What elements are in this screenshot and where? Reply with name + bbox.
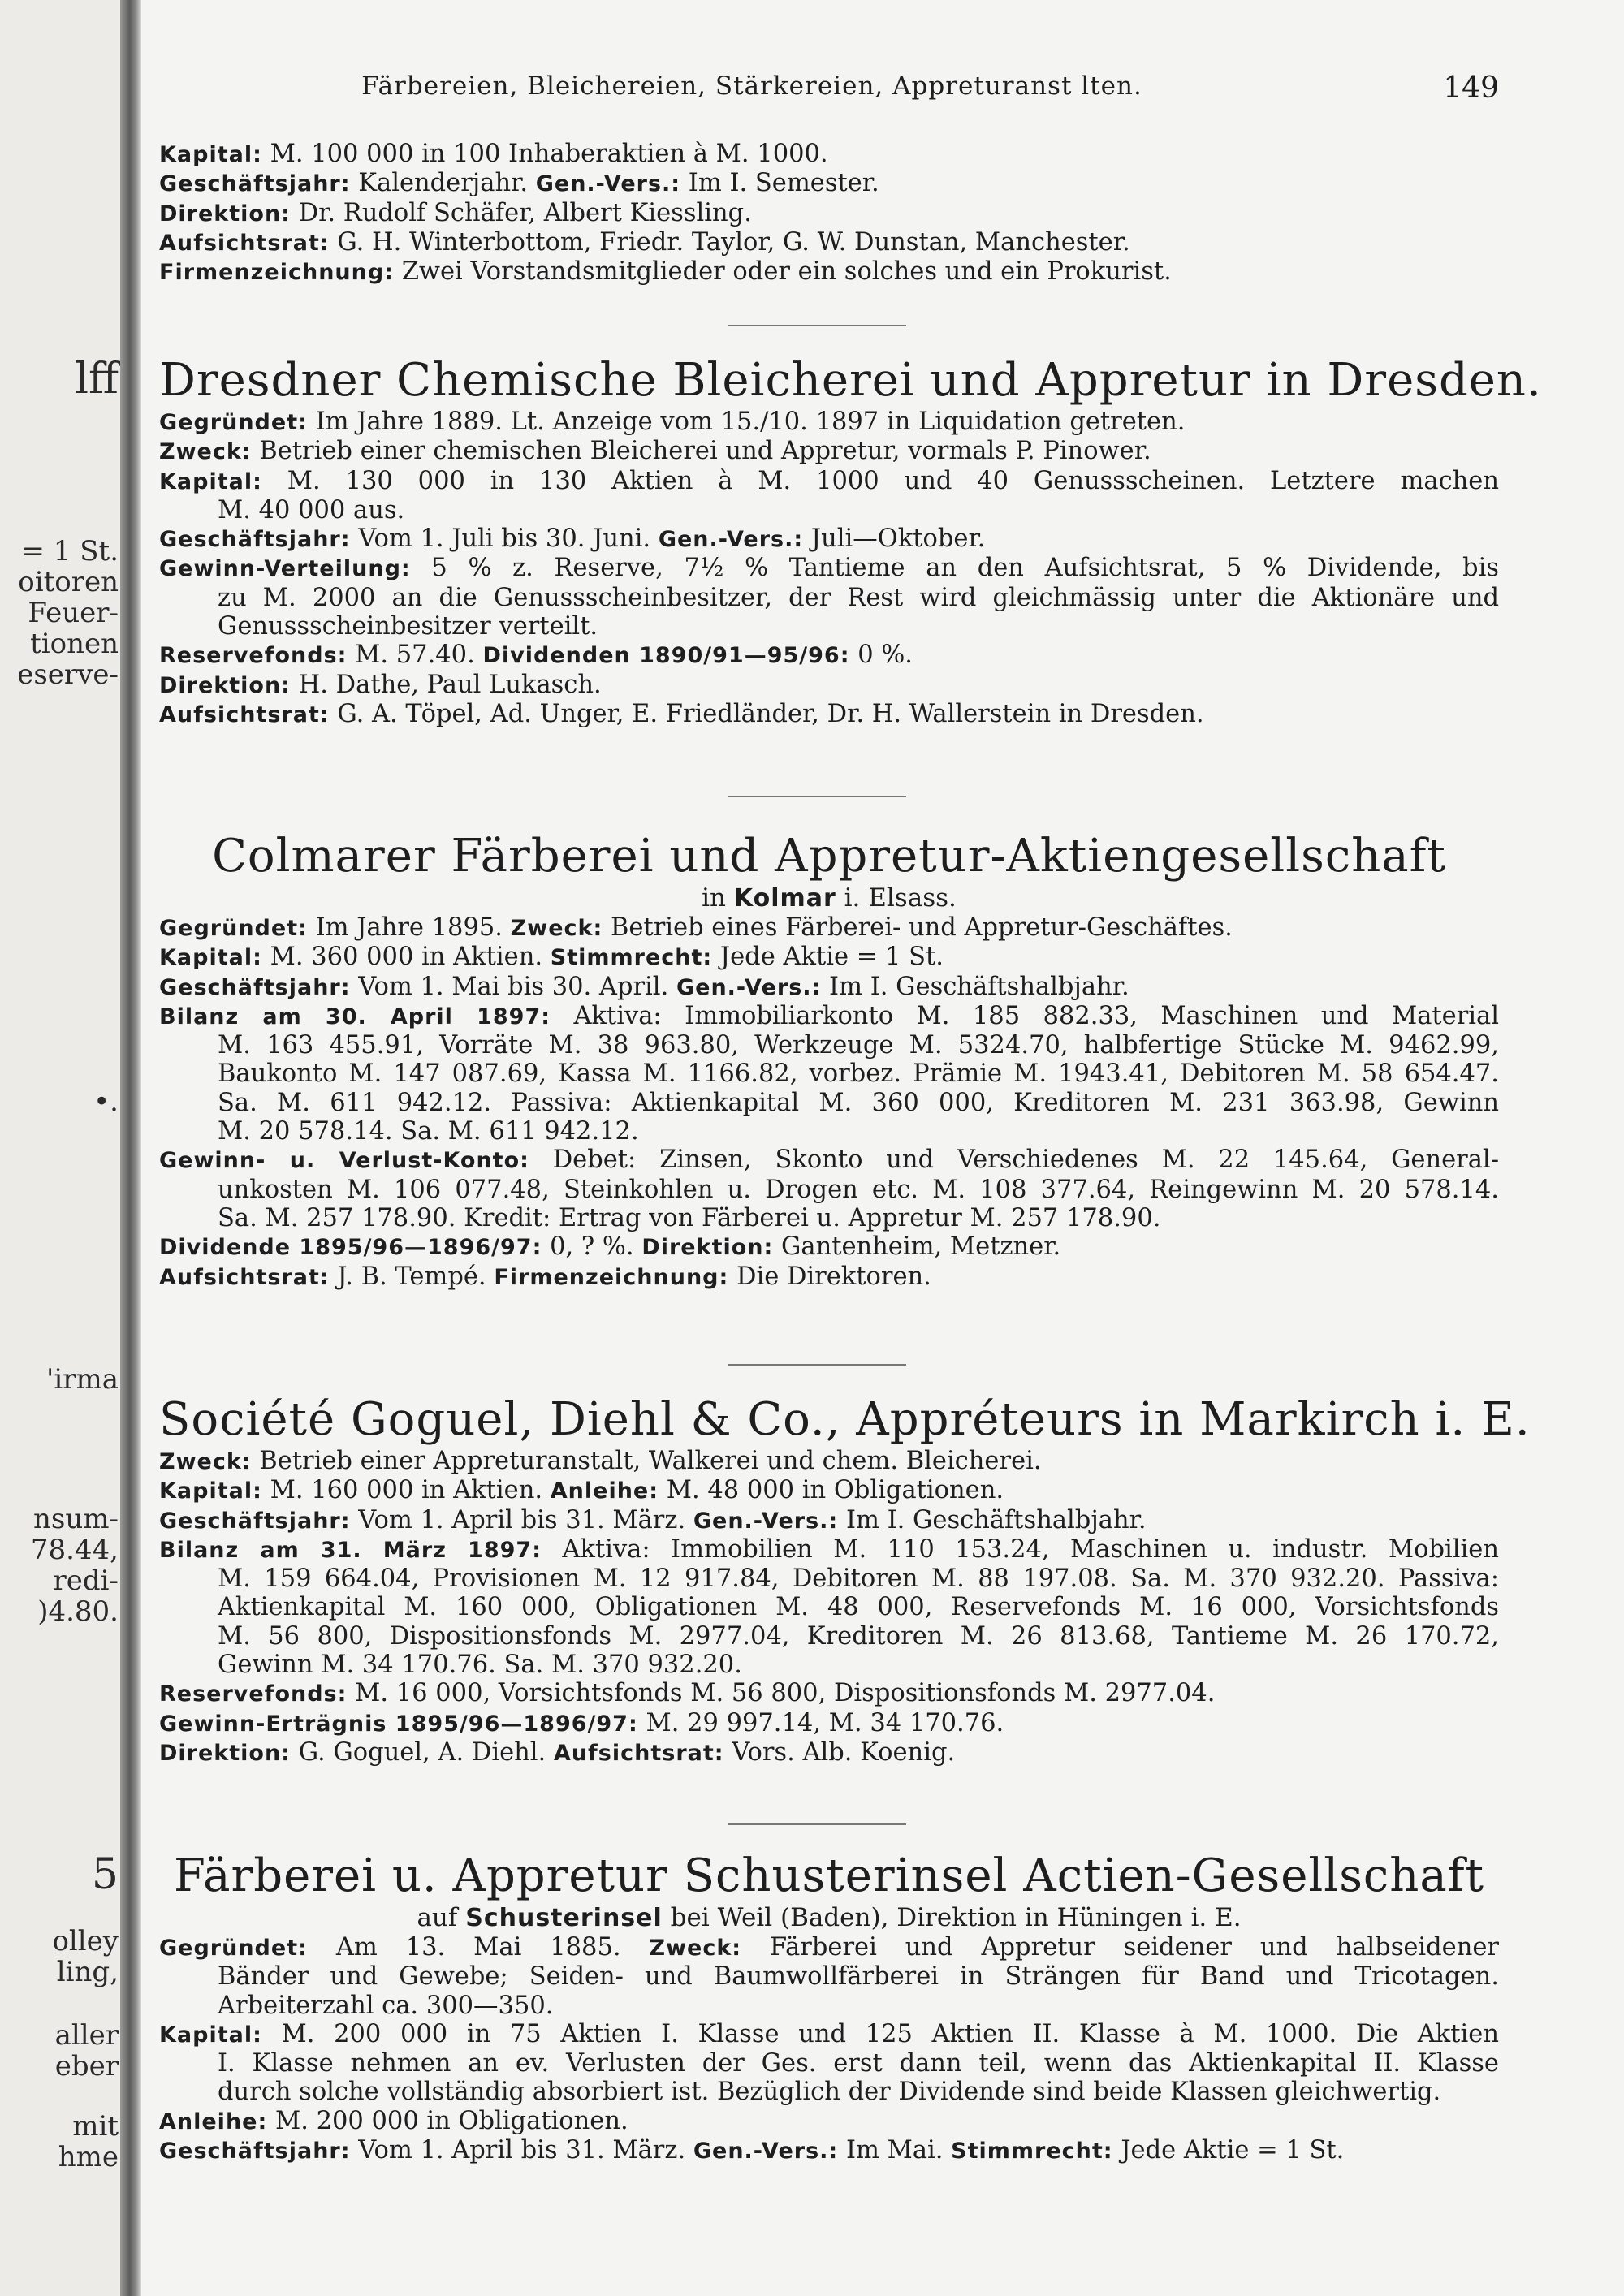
field-label: Reservefonds: bbox=[159, 643, 348, 669]
text-line bbox=[159, 1535, 1499, 1564]
prev-page-fragment: hme bbox=[58, 2141, 119, 2173]
text-line bbox=[159, 1146, 1499, 1175]
field-label: Geschäftsjahr: bbox=[159, 527, 351, 553]
section-divider bbox=[728, 796, 906, 797]
text-line bbox=[159, 1447, 1499, 1476]
text-line bbox=[159, 913, 1499, 943]
prev-page-fragment: Feuer- bbox=[28, 597, 119, 629]
prev-page-fragment: redi- bbox=[53, 1564, 119, 1597]
entry-goguel bbox=[159, 1393, 1531, 1767]
field-value: Aktienkapital M. 160 000, Obligationen M. 48 000, Reservefonds M. 16 000, Vorsichtsfonds bbox=[218, 1593, 1499, 1622]
prev-page-fragment: ling, bbox=[56, 1956, 119, 1988]
prev-page-fragment: eber bbox=[54, 2050, 119, 2082]
text-line bbox=[159, 496, 1499, 524]
field-value: Im Mai. bbox=[845, 2136, 944, 2165]
field-value: M. 16 000, Vorsichtsfonds M. 56 800, Dispositionsfonds M. 2977.04. bbox=[355, 1679, 1216, 1708]
field-label: Gegründet: bbox=[159, 916, 308, 941]
page bbox=[159, 0, 1542, 2296]
previous-page-edge bbox=[0, 0, 120, 2296]
subheading-place: Schusterinsel bbox=[465, 1904, 663, 1932]
field-label: Kapital: bbox=[159, 2022, 262, 2048]
field-value: M. 56 800, Dispositionsfonds M. 2977.04, Kreditoren M. 26 813.68, Tantieme M. 26 170.72, bbox=[218, 1621, 1499, 1651]
section-divider bbox=[728, 1364, 906, 1366]
field-label: Direktion: bbox=[159, 201, 291, 227]
field-value: Im I. Semester. bbox=[688, 169, 879, 198]
field-label: Aufsichtsrat: bbox=[159, 701, 330, 727]
text-line bbox=[159, 1962, 1499, 1991]
field-value: Die Direktoren. bbox=[736, 1262, 931, 1291]
text-line bbox=[159, 584, 1499, 612]
field-value: Vom 1. April bis 31. März. bbox=[358, 2136, 686, 2165]
text-line bbox=[159, 1622, 1499, 1651]
entry-dresdner bbox=[159, 354, 1542, 729]
field-value: Betrieb einer Appreturanstalt, Walkerei und chem. Bleicherei. bbox=[259, 1447, 1042, 1475]
field-label: Bilanz am 31. März 1897: bbox=[159, 1537, 542, 1563]
field-value: H. Dathe, Paul Lukasch. bbox=[298, 670, 602, 699]
prev-page-fragment: 78.44, bbox=[30, 1534, 119, 1566]
text-line bbox=[159, 1117, 1499, 1146]
text-line bbox=[159, 1089, 1499, 1117]
field-value: Sa. M. 611 942.12. Passiva: Aktienkapital M. 360 000, Kreditoren M. 231 363.98, Gewinn bbox=[218, 1088, 1499, 1117]
field-label: Gewinn-Erträgnis 1895/96—1896/97: bbox=[159, 1711, 638, 1737]
field-value: Färberei und Appretur seidener und halbseidener bbox=[770, 1933, 1499, 1962]
text-line bbox=[159, 1992, 1499, 2020]
field-value: M. 48 000 in Obligationen. bbox=[666, 1476, 1004, 1505]
field-value: M. 100 000 in 100 Inhaberaktien à M. 1000. bbox=[270, 140, 828, 168]
prev-page-fragment: aller bbox=[54, 2019, 119, 2052]
field-label: Geschäftsjahr: bbox=[159, 974, 351, 1000]
field-value: Vom 1. April bis 31. März. bbox=[358, 1505, 686, 1534]
prev-page-fragment: eserve- bbox=[17, 658, 119, 691]
field-label: Gen.-Vers.: bbox=[676, 974, 822, 1000]
field-value: Debet: Zinsen, Skonto und Verschiedenes M. 22 145.64, General- bbox=[552, 1146, 1499, 1175]
field-value: Bänder und Gewebe; Seiden- und Baumwollfärberei in Strängen für Band und Tricotagen. bbox=[218, 1962, 1499, 1992]
text-line bbox=[159, 671, 1499, 700]
field-label: Gen.-Vers.: bbox=[658, 527, 804, 553]
field-value: 0, ? %. bbox=[550, 1232, 634, 1262]
prev-page-fragment: olley bbox=[52, 1925, 119, 1957]
field-label: Stimmrecht: bbox=[550, 945, 713, 971]
field-label: Bilanz am 30. April 1897: bbox=[159, 1003, 551, 1029]
prev-page-fragment: )4.80. bbox=[37, 1595, 119, 1628]
text-line bbox=[159, 1060, 1499, 1088]
field-value: Im Jahre 1895. bbox=[315, 913, 503, 942]
field-value: M. 40 000 aus. bbox=[218, 495, 405, 524]
field-label: Kapital: bbox=[159, 468, 262, 494]
entry-heading: Société Goguel, Diehl & Co., Appréteurs in Markirch i. E. bbox=[159, 1393, 1531, 1446]
text-line bbox=[159, 1651, 1499, 1679]
text-line bbox=[159, 437, 1499, 466]
field-label: Zweck: bbox=[510, 916, 603, 941]
text-line bbox=[159, 1564, 1499, 1593]
field-value: Im I. Geschäftshalbjahr. bbox=[829, 972, 1129, 1001]
field-value: G. H. Winterbottom, Friedr. Taylor, G. W. Dunstan, Manchester. bbox=[337, 227, 1130, 257]
field-label: Aufsichtsrat: bbox=[159, 1264, 330, 1290]
field-label: Gen.-Vers.: bbox=[535, 171, 681, 197]
field-value: M. 200 000 in 75 Aktien I. Klasse und 125 Aktien II. Klasse à M. 1000. Die Aktien bbox=[281, 2019, 1499, 2048]
field-value: M. 20 578.14. Sa. M. 611 942.12. bbox=[218, 1117, 639, 1146]
field-value: 0 %. bbox=[857, 641, 913, 670]
running-head bbox=[159, 71, 1499, 112]
field-label: Gewinn- u. Verlust-Konto: bbox=[159, 1148, 529, 1174]
subheading-prefix: in bbox=[702, 883, 726, 913]
text-line bbox=[159, 524, 1499, 554]
field-value: Im Jahre 1889. Lt. Anzeige vom 15./10. 1897 in Liquidation getreten. bbox=[315, 408, 1186, 436]
field-value: J. B. Tempé. bbox=[337, 1262, 486, 1291]
field-value: Sa. M. 257 178.90. Kredit: Ertrag von Färberei u. Appretur M. 257 178.90. bbox=[218, 1203, 1161, 1232]
prev-page-fragment: mit bbox=[72, 2110, 119, 2143]
entry-heading: Färberei u. Appretur Schusterinsel Actien-Gesellschaft bbox=[174, 1849, 1484, 1902]
field-label: Direktion: bbox=[159, 1740, 291, 1766]
field-label: Geschäftsjahr: bbox=[159, 1508, 351, 1534]
field-value: Aktiva: Immobilien M. 110 153.24, Maschinen u. industr. Mobilien bbox=[562, 1534, 1499, 1564]
text-line bbox=[159, 1738, 1499, 1767]
text-line bbox=[159, 169, 1499, 198]
text-line bbox=[159, 1031, 1499, 1060]
entry-subheading bbox=[159, 1903, 1499, 1933]
book-gutter bbox=[120, 0, 141, 2296]
text-line bbox=[159, 2049, 1499, 2078]
field-label: Zweck: bbox=[159, 1449, 252, 1474]
text-line bbox=[159, 1593, 1499, 1621]
prev-page-fragment: lff bbox=[75, 355, 119, 404]
field-label: Gewinn-Verteilung: bbox=[159, 556, 411, 582]
field-label: Zweck: bbox=[649, 1936, 742, 1961]
field-label: Anleihe: bbox=[159, 2108, 268, 2134]
field-value: Genussscheinbesitzer verteilt. bbox=[218, 612, 598, 641]
text-line bbox=[159, 2136, 1499, 2165]
text-line bbox=[159, 1176, 1499, 1204]
prev-page-fragment: 5 bbox=[91, 1850, 119, 1899]
field-value: I. Klasse nehmen an ev. Verlusten der Ges. erst dann teil, wenn das Aktienkapital II. Klasse bbox=[218, 2049, 1499, 2078]
field-value: M. 29 997.14, M. 34 170.76. bbox=[646, 1708, 1004, 1737]
field-label: Gegründet: bbox=[159, 410, 308, 435]
field-value: M. 159 664.04, Provisionen M. 12 917.84, Debitoren M. 88 197.08. Sa. M. 370 932.20. Passiva: bbox=[218, 1564, 1499, 1594]
field-value: M. 57.40. bbox=[355, 641, 475, 670]
text-line bbox=[159, 1232, 1499, 1262]
field-label: Aufsichtsrat: bbox=[159, 230, 330, 256]
field-label: Direktion: bbox=[641, 1235, 774, 1261]
prev-page-fragment: nsum- bbox=[33, 1503, 119, 1535]
field-value: M. 200 000 in Obligationen. bbox=[274, 2106, 628, 2135]
field-value: M. 130 000 in 130 Aktien à M. 1000 und 40 Genussscheinen. Letztere machen bbox=[287, 466, 1499, 495]
subheading-prefix: auf bbox=[417, 1903, 458, 1932]
text-line bbox=[159, 1506, 1499, 1535]
text-line bbox=[159, 1204, 1499, 1232]
entry-subheading bbox=[159, 883, 1499, 913]
prev-page-fragment: 'irma bbox=[46, 1363, 119, 1396]
field-label: Reservefonds: bbox=[159, 1681, 348, 1707]
field-value: Gantenheim, Metzner. bbox=[781, 1232, 1061, 1262]
text-line bbox=[159, 199, 1499, 228]
entry-colmarer bbox=[159, 830, 1499, 1292]
text-line bbox=[159, 467, 1499, 496]
page-number: 149 bbox=[1443, 71, 1499, 105]
field-label: Kapital: bbox=[159, 142, 262, 167]
field-label: Dividende 1895/96—1896/97: bbox=[159, 1235, 542, 1261]
field-value: Vom 1. Mai bis 30. April. bbox=[358, 972, 669, 1001]
field-value: Betrieb einer chemischen Bleicherei und Appretur, vormals P. Pinower. bbox=[259, 437, 1151, 466]
field-value: Kalenderjahr. bbox=[358, 169, 529, 198]
field-value: Zwei Vorstandsmitglieder oder ein solches und ein Prokurist. bbox=[401, 257, 1172, 287]
field-value: Jede Aktie = 1 St. bbox=[1121, 2136, 1345, 2165]
field-value: G. Goguel, A. Diehl. bbox=[298, 1737, 546, 1767]
entry-heading: Dresdner Chemische Bleicherei und Appretur in Dresden. bbox=[159, 354, 1542, 407]
text-line bbox=[159, 408, 1499, 437]
field-value: Baukonto M. 147 087.69, Kassa M. 1166.82, vorbez. Prämie M. 1943.41, Debitoren M. 58 654.47. bbox=[218, 1060, 1499, 1089]
text-line bbox=[159, 1262, 1499, 1292]
field-value: Jede Aktie = 1 St. bbox=[719, 943, 944, 972]
field-value: Vors. Alb. Koenig. bbox=[732, 1737, 956, 1767]
field-label: Firmenzeichnung: bbox=[159, 260, 394, 286]
field-label: Stimmrecht: bbox=[951, 2138, 1113, 2164]
prev-page-fragment: •. bbox=[93, 1085, 119, 1118]
prev-page-fragment: tionen bbox=[30, 628, 119, 660]
text-line bbox=[159, 2107, 1499, 2136]
text-line bbox=[159, 612, 1499, 641]
text-line bbox=[159, 257, 1499, 287]
text-line bbox=[159, 228, 1499, 257]
field-value: M. 163 455.91, Vorräte M. 38 963.80, Werkzeuge M. 5324.70, halbfertige Stücke M. 9462.99, bbox=[218, 1031, 1499, 1060]
field-value: 5 % z. Reserve, 7½ % Tantieme an den Aufsichtsrat, 5 % Dividende, bis bbox=[431, 554, 1499, 583]
field-value: Aktiva: Immobiliarkonto M. 185 882.33, Maschinen und Material bbox=[573, 1001, 1499, 1030]
entry-schusterinsel bbox=[159, 1849, 1499, 2165]
entry-heading: Colmarer Färberei und Appretur-Aktiengesellschaft bbox=[212, 830, 1446, 883]
field-label: Anleihe: bbox=[550, 1478, 659, 1504]
prev-page-fragment: = 1 St. bbox=[21, 535, 119, 568]
field-value: M. 160 000 in Aktien. bbox=[270, 1476, 543, 1505]
field-label: Aufsichtsrat: bbox=[553, 1740, 724, 1766]
text-line bbox=[159, 2020, 1499, 2049]
field-value: Betrieb eines Färberei- und Appretur-Geschäftes. bbox=[610, 913, 1233, 942]
field-value: Dr. Rudolf Schäfer, Albert Kiessling. bbox=[298, 198, 752, 227]
text-line bbox=[159, 2078, 1499, 2106]
field-value: M. 360 000 in Aktien. bbox=[270, 943, 543, 972]
section-divider bbox=[728, 1823, 906, 1825]
field-value: Arbeiterzahl ca. 300—350. bbox=[218, 1991, 554, 2020]
field-value: Am 13. Mai 1885. bbox=[335, 1933, 621, 1962]
text-line bbox=[159, 943, 1499, 972]
field-value: Vom 1. Juli bis 30. Juni. bbox=[358, 524, 651, 554]
text-line bbox=[159, 1679, 1499, 1708]
field-label: Zweck: bbox=[159, 439, 252, 465]
text-line bbox=[159, 554, 1499, 583]
field-label: Geschäftsjahr: bbox=[159, 171, 351, 197]
text-line bbox=[159, 973, 1499, 1002]
field-label: Geschäftsjahr: bbox=[159, 2138, 351, 2164]
field-label: Firmenzeichnung: bbox=[494, 1264, 729, 1290]
text-line bbox=[159, 1476, 1499, 1505]
subheading-place: Kolmar bbox=[733, 884, 836, 913]
field-value: unkosten M. 106 077.48, Steinkohlen u. Drogen etc. M. 108 377.64, Reingewinn M. 20 578.14. bbox=[218, 1175, 1499, 1204]
field-value: zu M. 2000 an die Genussscheinbesitzer, der Rest wird gleichmässig unter die Aktionäre und bbox=[218, 583, 1499, 612]
entry-top bbox=[159, 140, 1499, 287]
text-line bbox=[159, 700, 1499, 729]
section-divider bbox=[728, 325, 906, 326]
field-label: Gegründet: bbox=[159, 1936, 308, 1961]
field-label: Gen.-Vers.: bbox=[693, 1508, 839, 1534]
field-value: G. A. Töpel, Ad. Unger, E. Friedländer, Dr. H. Wallerstein in Dresden. bbox=[337, 699, 1204, 728]
text-line bbox=[159, 140, 1499, 169]
text-line bbox=[159, 1933, 1499, 1962]
prev-page-fragment: oitoren bbox=[18, 566, 119, 598]
running-head-title: Färbereien, Bleichereien, Stärkereien, Appreturanst lten. bbox=[361, 71, 1142, 101]
subheading-suffix: i. Elsass. bbox=[844, 883, 957, 913]
text-line bbox=[159, 641, 1499, 670]
field-value: Im I. Geschäftshalbjahr. bbox=[845, 1505, 1147, 1534]
field-value: durch solche vollständig absorbiert ist. Bezüglich der Dividende sind beide Klassen gleichwertig. bbox=[218, 2078, 1441, 2107]
field-label: Direktion: bbox=[159, 672, 291, 698]
field-label: Dividenden 1890/91—95/96: bbox=[482, 643, 850, 669]
field-label: Kapital: bbox=[159, 1478, 262, 1504]
text-line bbox=[159, 1709, 1499, 1738]
field-value: Gewinn M. 34 170.76. Sa. M. 370 932.20. bbox=[218, 1651, 742, 1680]
subheading-suffix: bei Weil (Baden), Direktion in Hüningen i. E. bbox=[670, 1903, 1242, 1932]
field-label: Gen.-Vers.: bbox=[693, 2138, 839, 2164]
field-label: Kapital: bbox=[159, 945, 262, 971]
field-value: Juli—Oktober. bbox=[810, 524, 986, 554]
text-line bbox=[159, 1002, 1499, 1031]
